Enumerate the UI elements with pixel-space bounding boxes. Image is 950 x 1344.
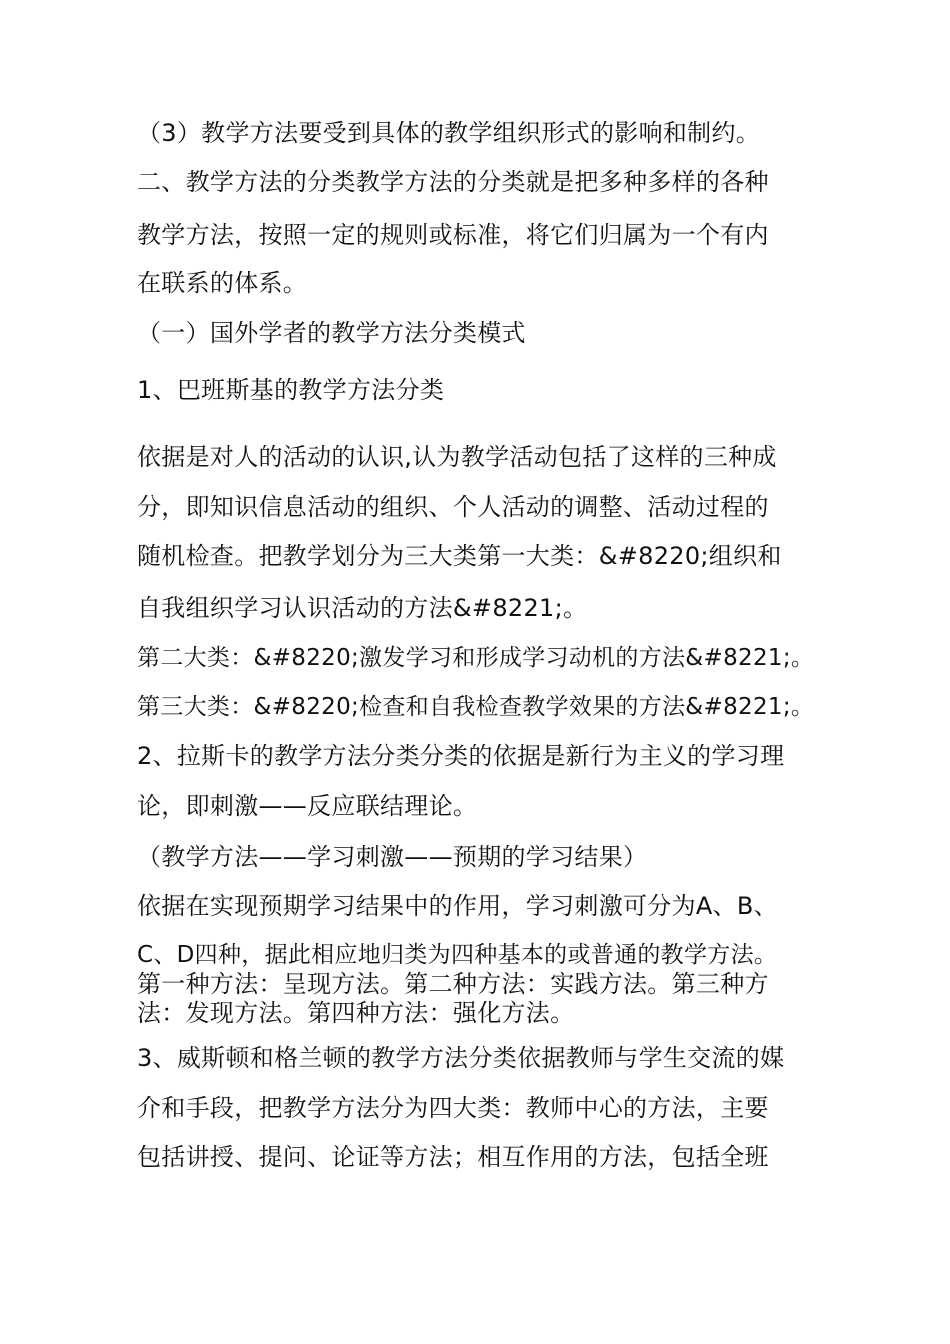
subheading-laska: 2、拉斯卡的教学方法分类分类的依据是新行为主义的学习理 <box>137 742 785 770</box>
text-line-11: 第二大类：&#8220;激发学习和形成学习动机的方法&#8221;。 <box>137 645 815 671</box>
text-line-15: （教学方法——学习刺激——预期的学习结果） <box>137 843 648 871</box>
text-line-16: 依据在实现预期学习结果中的作用，学习刺激可分为A、B、 <box>137 892 778 920</box>
text-line-4: 在联系的体系。 <box>137 269 308 297</box>
text-line-21: 介和手段，把教学方法分为四大类：教师中心的方法，主要 <box>137 1094 769 1122</box>
text-line-10: 自我组织学习认识活动的方法&#8221;。 <box>137 594 588 622</box>
text-line-8: 分，即知识信息活动的组织、个人活动的调整、活动过程的 <box>137 493 769 521</box>
text-line-14: 论，即刺激——反应联结理论。 <box>137 792 478 820</box>
text-line-12: 第三大类：&#8220;检查和自我检查教学效果的方法&#8221;。 <box>137 694 815 720</box>
text-line-3: 教学方法，按照一定的规则或标准，将它们归属为一个有内 <box>137 221 769 249</box>
section-heading-foreign-scholars: （一）国外学者的教学方法分类模式 <box>137 319 526 347</box>
text-line-22: 包括讲授、提问、论证等方法；相互作用的方法，包括全班 <box>137 1143 769 1171</box>
text-line-17: C、D四种，据此相应地归类为四种基本的或普通的教学方法。 <box>137 942 778 968</box>
text-line-18: 第一种方法：呈现方法。第二种方法：实践方法。第三种方 <box>137 970 769 998</box>
subheading-babansky: 1、巴班斯基的教学方法分类 <box>137 376 445 404</box>
text-line-2: 二、教学方法的分类教学方法的分类就是把多种多样的各种 <box>137 168 769 196</box>
text-line-9: 随机检查。把教学划分为三大类第一大类：&#8220;组织和 <box>137 542 782 570</box>
text-line-1: （3）教学方法要受到具体的教学组织形式的影响和制约。 <box>137 119 761 147</box>
text-line-7: 依据是对人的活动的认识,认为教学活动包括了这样的三种成 <box>137 443 777 471</box>
text-line-19: 法：发现方法。第四种方法：强化方法。 <box>137 999 575 1027</box>
subheading-weston-granton: 3、威斯顿和格兰顿的教学方法分类依据教师与学生交流的媒 <box>137 1044 785 1072</box>
